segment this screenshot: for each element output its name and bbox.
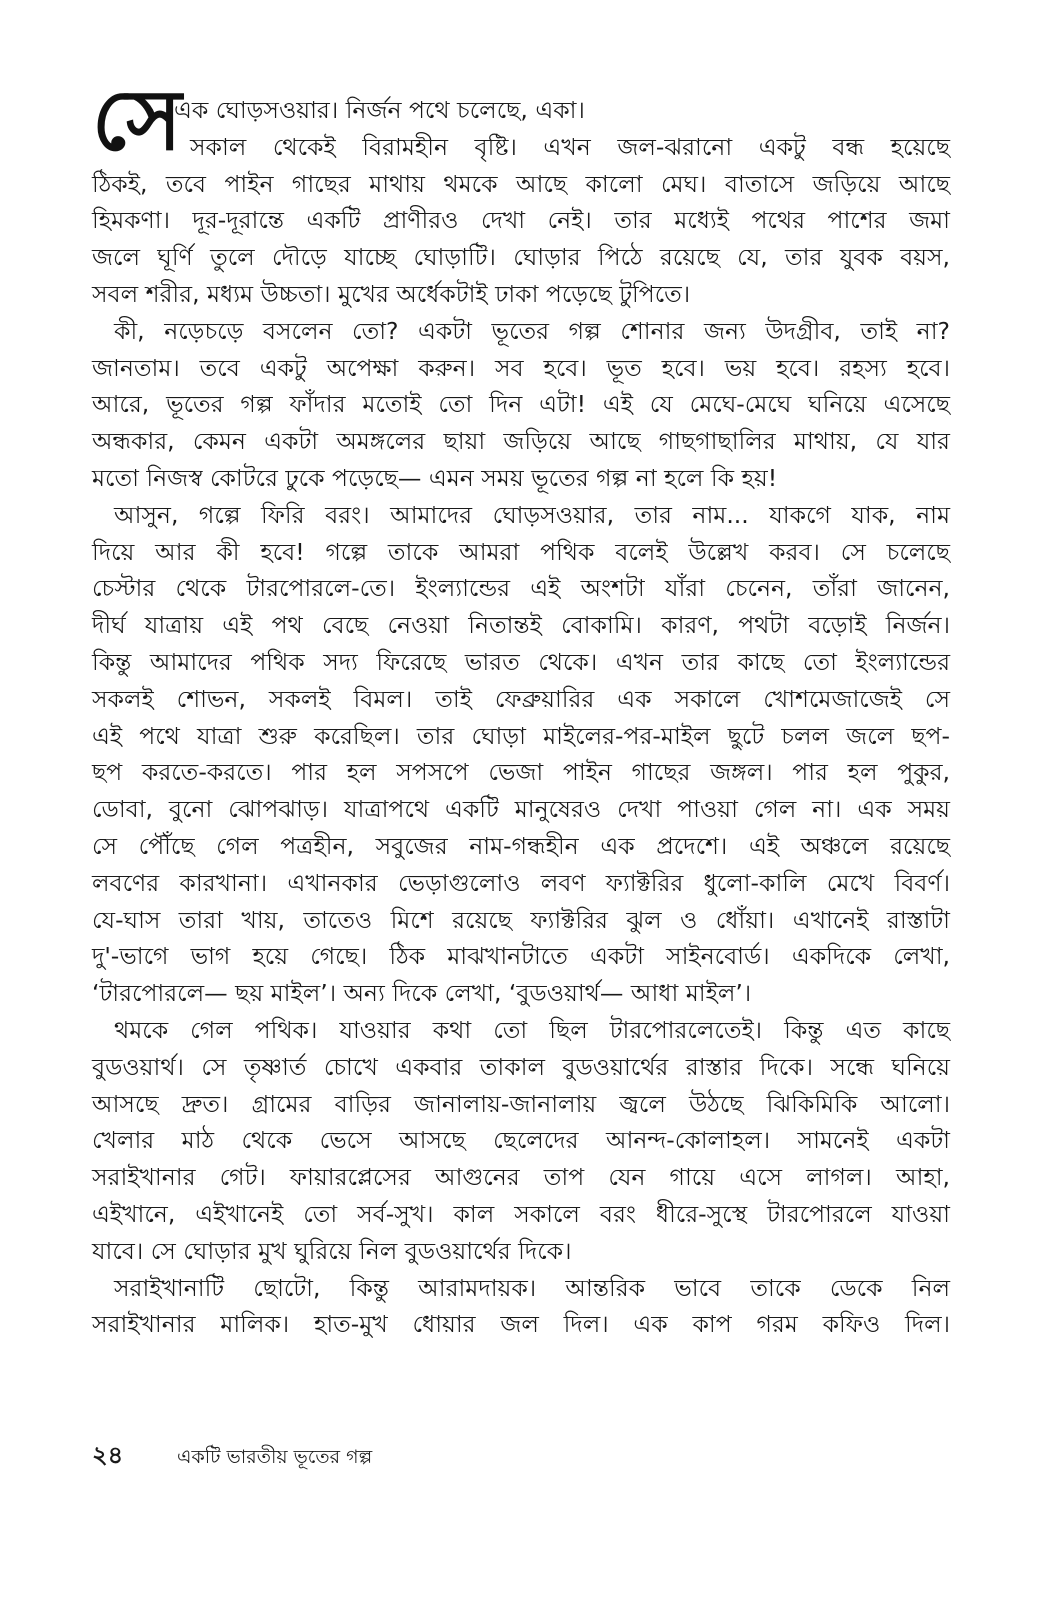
text-line: সবল শরীর, মধ্যম উচ্চতা। মুখের অর্ধেকটাই ঢাকা পড়েছে টুপিতে। [92, 279, 691, 308]
text-line: সরাইখানার মালিক। হাত-মুখ ধোয়ার জল দিল। এক কাপ গরম কফিও দিল। [92, 1310, 950, 1339]
text-line: ‘টারপোরলে— ছয় মাইল’। অন্য দিকে লেখা, ‘বুডওয়ার্থ— আধা মাইল’। [92, 979, 752, 1008]
text-line: সরাইখানাটি ছোটো, কিন্তু আরামদায়ক। আন্তরিক ভাবে তাকে ডেকে নিল [114, 1273, 950, 1302]
text-line: ঠিকই, তবে পাইন গাছের মাথায় থমকে আছে কালো মেঘ। বাতাসে জড়িয়ে আছে [92, 169, 950, 198]
text-line: ডোবা, বুনো ঝোপঝাড়। যাত্রাপথে একটি মানুষেরও দেখা পাওয়া গেল না। এক সময় [92, 795, 950, 824]
text-line: দীর্ঘ যাত্রায় এই পথ বেছে নেওয়া নিতান্তই বোকামি। কারণ, পথটা বড়োই নির্জন। [92, 611, 950, 640]
text-line: যাবে। সে ঘোড়ার মুখ ঘুরিয়ে নিল বুডওয়ার্থের দিকে। [92, 1236, 572, 1265]
text-line: এক ঘোড়সওয়ার। নির্জন পথে চলেছে, একা। [174, 96, 585, 124]
text-line: আসুন, গল্পে ফিরি বরং। আমাদের ঘোড়সওয়ার, তার নাম... যাকগে যাক, নাম [114, 500, 950, 529]
text-line: সে পৌঁছে গেল পত্রহীন, সবুজের নাম-গন্ধহীন এক প্রদেশে। এই অঞ্চলে রয়েছে [92, 831, 950, 860]
text-line: আসছে দ্রুত। গ্রামের বাড়ির জানালায়-জানালায় জ্বলে উঠছে ঝিকিমিকি আলো। [92, 1089, 950, 1118]
text-line: খেলার মাঠ থেকে ভেসে আসছে ছেলেদের আনন্দ-কোলাহল। সামনেই একটা [92, 1126, 950, 1155]
text-line: কী, নড়েচড়ে বসলেন তো? একটা ভূতের গল্প শোনার জন্য উদগ্রীব, তাই না? [114, 316, 950, 345]
text-line: জানতাম। তবে একটু অপেক্ষা করুন। সব হবে। ভূত হবে। ভয় হবে। রহস্য হবে। [92, 353, 950, 382]
text-line: মতো নিজস্ব কোটরে ঢুকে পড়েছে— এমন সময় ভূতের গল্প না হলে কি হয়! [92, 463, 778, 492]
text-line: জলে ঘূর্ণি তুলে দৌড়ে যাচ্ছে ঘোড়াটি। ঘোড়ার পিঠে রয়েছে যে, তার যুবক বয়স, [92, 243, 950, 272]
page-body [92, 71, 950, 1343]
page-number: ২৪ [92, 1441, 124, 1469]
text-line: সকলই শোভন, সকলই বিমল। তাই ফেব্রুয়ারির এক সকালে খোশমেজাজেই সে [92, 684, 950, 713]
text-line: এইখানে, এইখানেই তো সর্ব-সুখ। কাল সকালে বরং ধীরে-সুস্থে টারপোরলে যাওয়া [92, 1199, 950, 1228]
text-line: সরাইখানার গেট। ফায়ারপ্লেসের আগুনের তাপ যেন গায়ে এসে লাগল। আহা, [92, 1163, 950, 1192]
text-line: চেস্টার থেকে টারপোরলে-তে। ইংল্যান্ডের এই অংশটা যাঁরা চেনেন, তাঁরা জানেন, [92, 574, 950, 603]
text-line: লবণের কারখানা। এখানকার ভেড়াগুলোও লবণ ফ্যাক্টরির ধুলো-কালি মেখে বিবর্ণ। [92, 868, 950, 897]
page-footer [92, 1437, 372, 1477]
text-line: অন্ধকার, কেমন একটা অমঙ্গলের ছায়া জড়িয়ে আছে গাছগাছালির মাথায়, যে যার [92, 427, 950, 456]
text-line: থমকে গেল পথিক। যাওয়ার কথা তো ছিল টারপোরলেতেই। কিন্তু এত কাছে [114, 1015, 950, 1044]
text-line: আরে, ভূতের গল্প ফাঁদার মতোই তো দিন এটা! এই যে মেঘে-মেঘে ঘনিয়ে এসেছে [92, 390, 950, 419]
text-line: দিয়ে আর কী হবে! গল্পে তাকে আমরা পথিক বলেই উল্লেখ করব। সে চলেছে [92, 537, 950, 566]
text-line: কিন্তু আমাদের পথিক সদ্য ফিরেছে ভারত থেকে। এখন তার কাছে তো ইংল্যান্ডের [92, 647, 950, 676]
text-line: ছপ করতে-করতে। পার হল সপসপে ভেজা পাইন গাছের জঙ্গল। পার হল পুকুর, [92, 758, 950, 787]
text-line: যে-ঘাস তারা খায়, তাতেও মিশে রয়েছে ফ্যাক্টরির ঝুল ও ধোঁয়া। এখানেই রাস্তাটা [92, 905, 950, 934]
text-line: সকাল থেকেই বিরামহীন বৃষ্টি। এখন জল-ঝরানো একটু বন্ধ হয়েছে [190, 132, 950, 161]
running-title: একটি ভারতীয় ভূতের গল্প [177, 1446, 373, 1468]
drop-cap: সে [92, 71, 180, 169]
text-line: বুডওয়ার্থ। সে তৃষ্ণার্ত চোখে একবার তাকাল বুডওয়ার্থের রাস্তার দিকে। সন্ধে ঘনিয়ে [92, 1052, 950, 1081]
text-line: হিমকণা। দূর-দূরান্তে একটি প্রাণীরও দেখা নেই। তার মধ্যেই পথের পাশের জমা [92, 206, 950, 235]
text-line: এই পথে যাত্রা শুরু করেছিল। তার ঘোড়া মাইলের-পর-মাইল ছুটে চলল জলে ছপ- [92, 721, 950, 750]
text-line: দু'-ভাগে ভাগ হয়ে গেছে। ঠিক মাঝখানটাতে একটা সাইনবোর্ড। একদিকে লেখা, [92, 942, 950, 971]
first-paragraph [92, 71, 950, 169]
